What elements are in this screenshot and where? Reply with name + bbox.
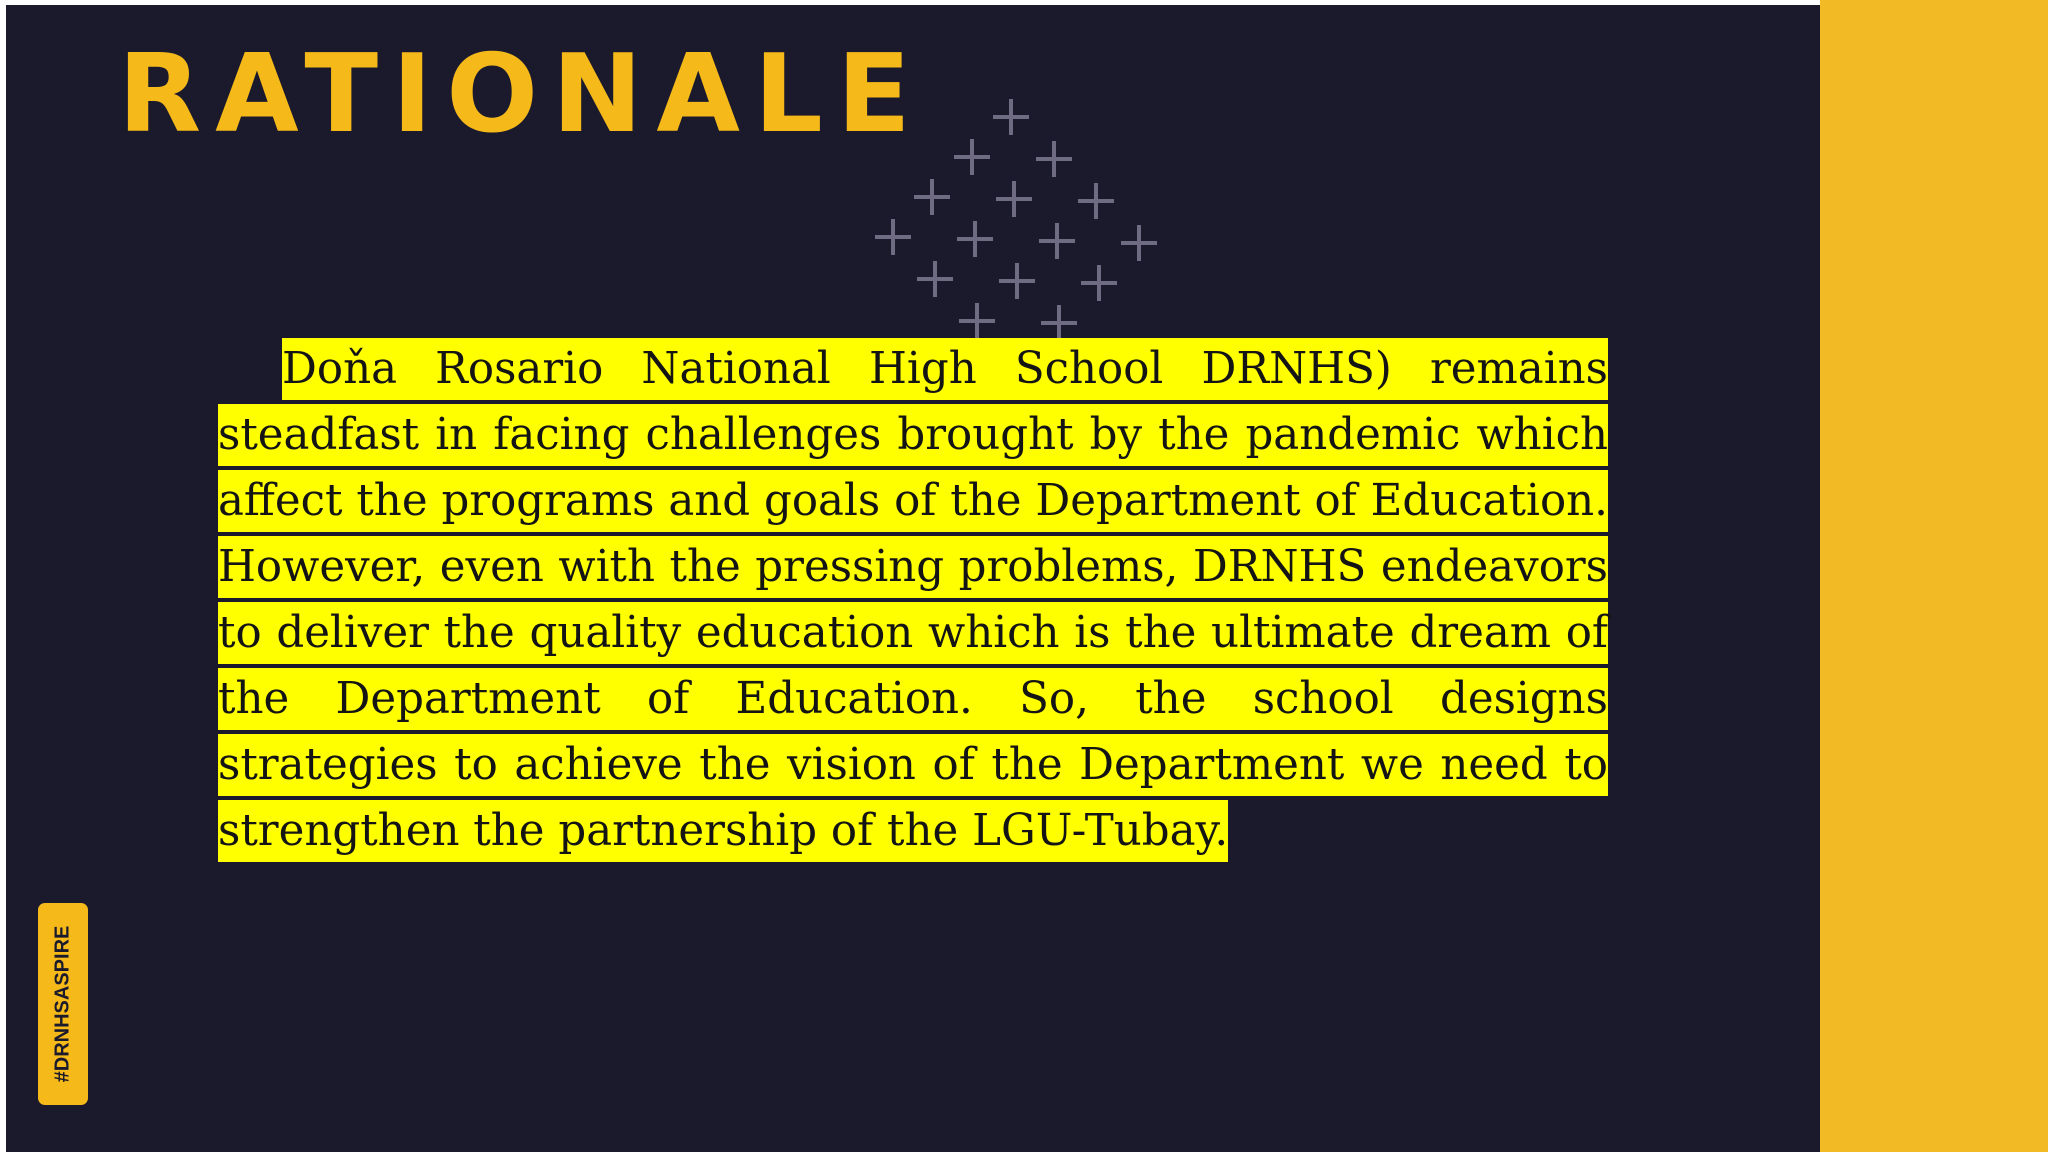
rationale-paragraph bbox=[218, 336, 1608, 864]
highlighted-text: Doňa Rosario National High School DRNHS) remains steadfast in facing challenges brought by the pandemic which affect the programs and goals of the Department of Education. However, even with the pressing problems, DRNHS endeavors to deliver the quality education which is the ultimate dream of the Department of Education. So, the school designs strategies to achieve the vision of the Department we need to strengthen the partnership of the LGU-Tubay. bbox=[218, 338, 1608, 862]
hashtag-label: #DRNHSASPIRE bbox=[51, 925, 74, 1083]
slide-title: RATIONALE bbox=[118, 32, 925, 157]
hashtag-badge bbox=[38, 903, 88, 1105]
side-accent-band bbox=[1820, 0, 2048, 1152]
